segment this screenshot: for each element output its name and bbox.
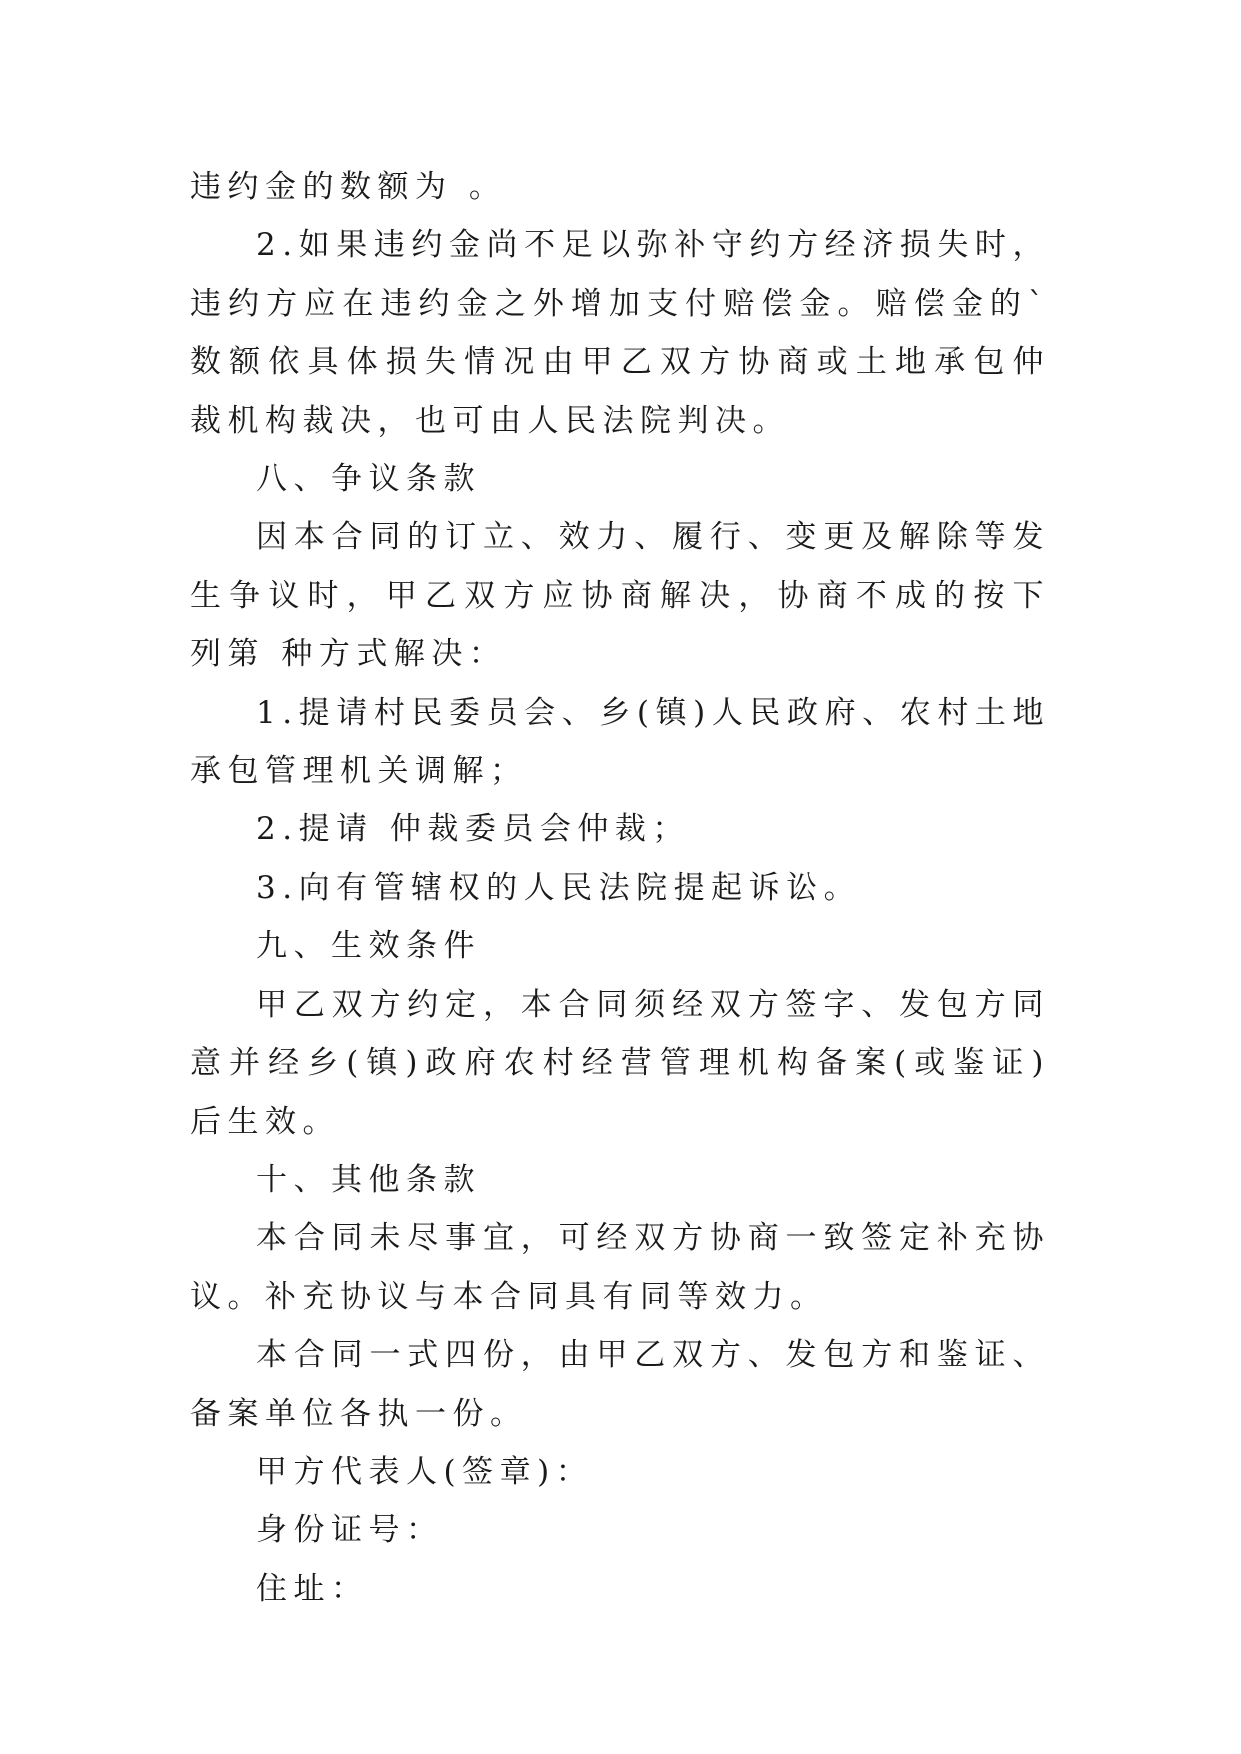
dispute-option-litigation: 3.向有管辖权的人民法院提起诉讼。 xyxy=(256,869,862,906)
party-a-signature-label: 甲方代表人(签章)： xyxy=(256,1453,594,1490)
dispute-option-mediation: 1.提请村民委员会、乡(镇)人民政府、农村土地承包管理机关调解； xyxy=(190,694,1050,790)
penalty-amount-line: 违约金的数额为 。 xyxy=(190,169,507,205)
dispute-clause: 因本合同的订立、效力、履行、变更及解除等发生争议时，甲乙双方应协商解决，协商不成的按下列第 种方式解决： xyxy=(190,519,1050,673)
id-number-label: 身份证号： xyxy=(256,1512,444,1549)
address-label: 住址： xyxy=(256,1570,369,1607)
compensation-clause: 2.如果违约金尚不足以弥补守约方经济损失时，违约方应在违约金之外增加支付赔偿金。赔偿金的`数额依具体损失情况由甲乙双方协商或土地承包仲裁机构裁决，也可由人民法院判决。 xyxy=(190,227,1050,439)
section-heading-other: 十、其他条款 xyxy=(256,1161,481,1198)
section-heading-effect: 九、生效条件 xyxy=(256,928,481,965)
dispute-option-arbitration: 2.提请 仲裁委员会仲裁； xyxy=(256,811,690,848)
copies-clause: 本合同一式四份，由甲乙双方、发包方和鉴证、备案单位各执一份。 xyxy=(190,1337,1050,1432)
document-page xyxy=(190,158,1050,1618)
supplementary-clause: 本合同未尽事宜，可经双方协商一致签定补充协议。补充协议与本合同具有同等效力。 xyxy=(190,1220,1050,1315)
section-heading-dispute: 八、争议条款 xyxy=(256,461,481,498)
effect-clause: 甲乙双方约定，本合同须经双方签字、发包方同意并经乡(镇)政府农村经营管理机构备案(或鉴证)后生效。 xyxy=(190,986,1050,1140)
